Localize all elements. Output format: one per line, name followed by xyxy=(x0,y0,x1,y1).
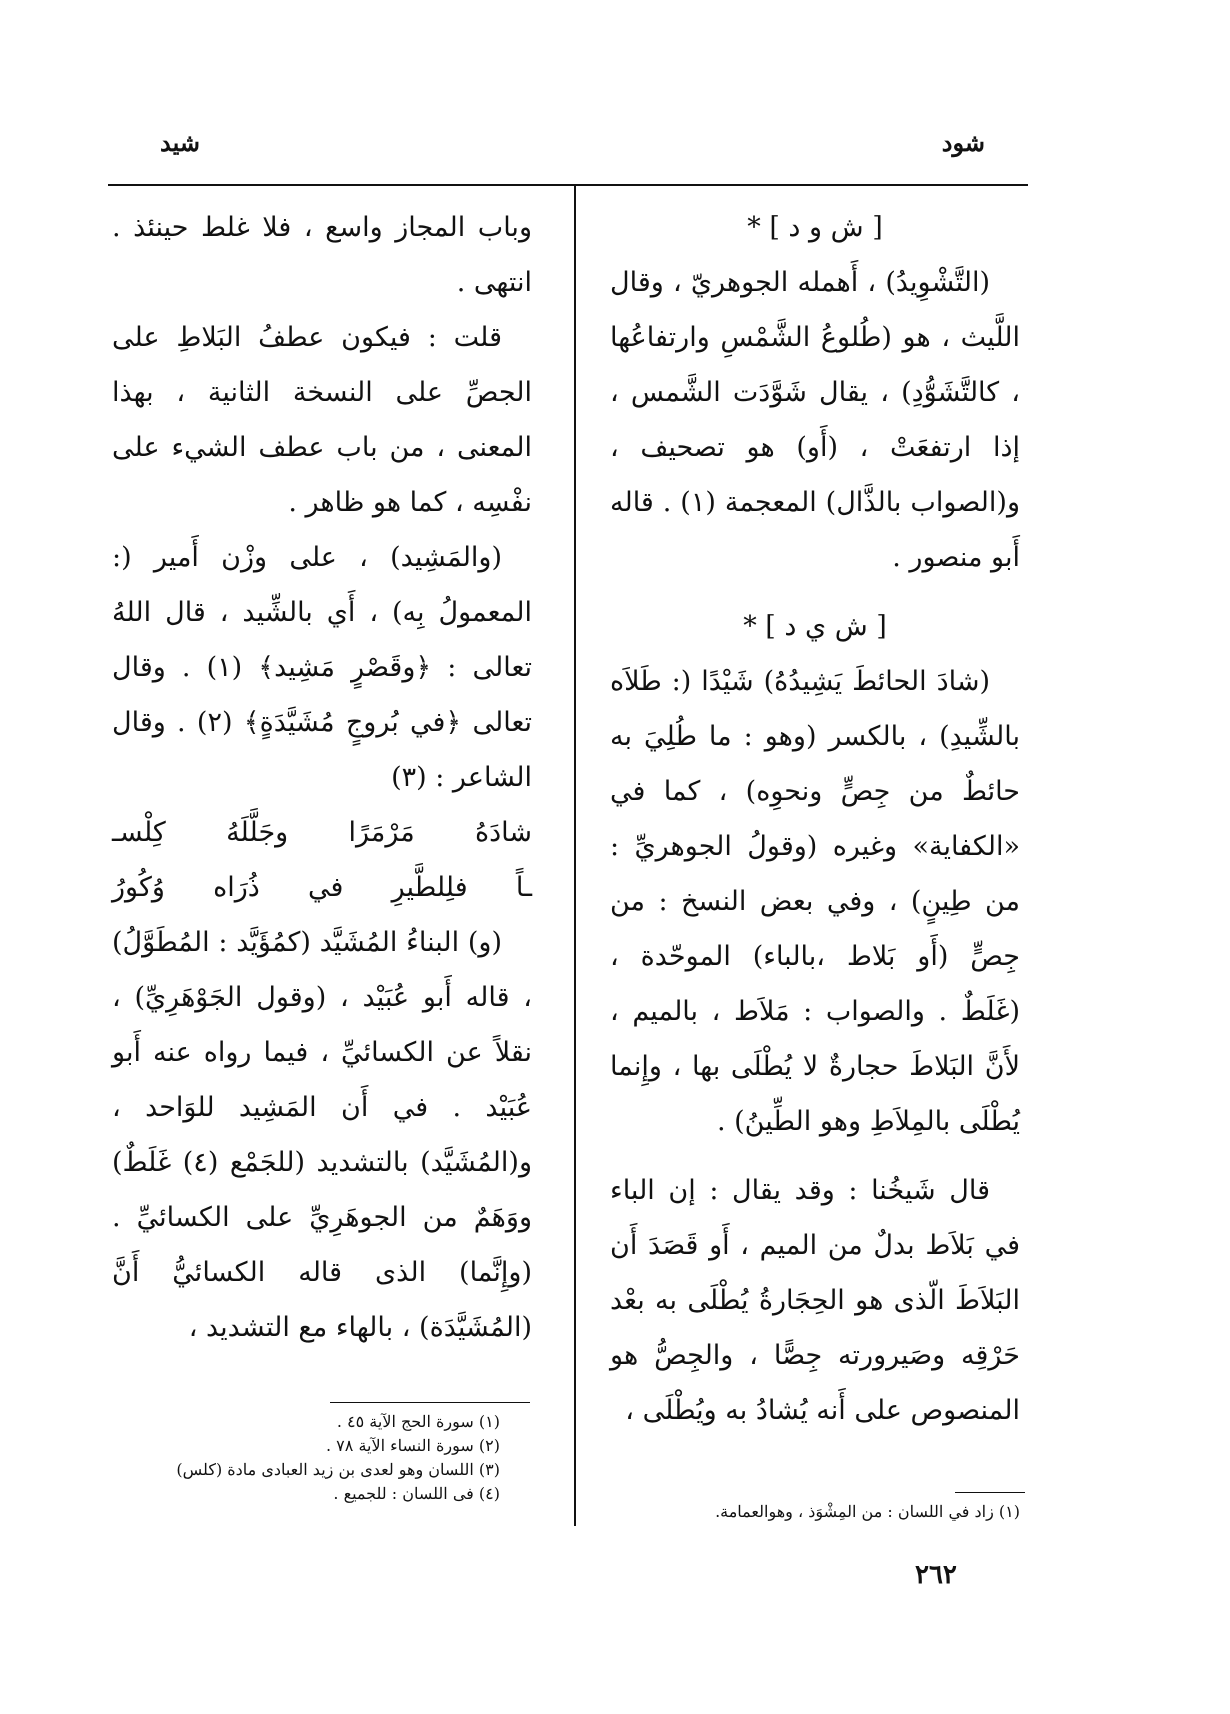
verse-line-2: ـاً فلِلطَّيرِ في ذُرَاه وُكُورُ xyxy=(112,872,532,903)
entry-heading-shyd: [ ش ي د ] * xyxy=(743,611,887,642)
footnote-item: (١) سورة الحج الآية ٤٥ . xyxy=(336,1412,500,1431)
paragraph-note: قلت : فيكون عطفُ البَلاطِ على الجصِّ على النسخة الثانية ، بهذا المعنى ، من باب عطف الشيء على نفْسِه ، كما هو ظاهر . xyxy=(112,322,532,518)
left-column xyxy=(112,200,532,1355)
column-divider xyxy=(574,186,576,1526)
footnote-item: (٤) فى اللسان : للجميع . xyxy=(333,1484,500,1503)
footnotes-left xyxy=(120,1410,500,1506)
running-header-right: شود xyxy=(941,128,985,157)
continuation-text: وباب المجاز واسع ، فلا غلط حينئذ . انتهى . xyxy=(112,212,532,298)
footnotes-right xyxy=(610,1500,1020,1524)
verse-line-1: شادَهُ مَرْمَرًا وجَلَّلَهُ كِلْسـ xyxy=(112,817,532,848)
entry-text-shwd: (التَّشْوِيدُ) ، أَهمله الجوهريّ ، وقال اللَّيث ، هو (طُلوعُ الشَّمْسِ وارتفاعُها ، كالتَّشَوُّدِ) ، يقال شَوَّدَت الشَّمس ، إذا ارتفعَتْ ، (أَو) هو تصحيف ، و(الصواب بالذَّال) المعجمة (١) . قاله أَبو منصور . xyxy=(610,267,1020,573)
footnote-item: (٢) سورة النساء الآية ٧٨ . xyxy=(326,1436,500,1455)
entry-heading-shwd: [ ش و د ] * xyxy=(747,212,883,243)
right-column xyxy=(610,200,1020,1438)
paragraph-mashid: (والمَشِيد) ، على وزْن أَمير (: المعمولُ بِه) ، أَي بالشِّيد ، قال اللهُ تعالى : ﴿وقَصْرٍ مَشِيد﴾ (١) . وقال تعالى ﴿في بُروجٍ مُشَيَّدَةٍ﴾ (٢) . وقال الشاعر : (٣) xyxy=(112,542,532,793)
entry-text-shyd-2: قال شَيخُنا : وقد يقال : إن الباء في بَلاَط بدلٌ من الميم ، أَو قَصَدَ أَن البَلاَطَ الّذى هو الحِجَارةُ يُطْلَى به بعْد حَرْقِه وصَيرورته جِصًّا ، والجِصُّ هو المنصوص على أَنه يُشادُ به ويُطْلَى ، xyxy=(610,1175,1020,1426)
footnote-rule-right xyxy=(955,1492,1025,1493)
footnote-item: (١) زاد في اللسان : من المِشْوَذ ، وهوالعمامة. xyxy=(715,1502,1020,1521)
running-header-left: شيد xyxy=(160,128,200,157)
footnote-item: (٣) اللسان وهو لعدى بن زيد العبادى مادة (كلس) xyxy=(176,1460,500,1479)
page-number: ٢٦٢ xyxy=(915,1560,957,1590)
footnote-rule-left xyxy=(330,1402,530,1403)
entry-text-shyd-1: (شادَ الحائطَ يَشِيدُهُ) شَيْدًا (: طَلاَه بالشِّيدِ) ، بالكسر (وهو : ما طُلِيَ به حائطٌ من جِصٍّ ونحوِه) ، كما في «الكفاية» وغيره (وقولُ الجوهريِّ : من طِينٍ) ، وفي بعض النسخ : من جِصٍّ (أَو بَلاط ،بالباء) الموحّدة ، (غَلَطٌ . والصواب : مَلاَط ، بالميم ، لأَنَّ البَلاطَ حجارةٌ لا يُطْلَى بها ، وإِنما يُطْلَى بالمِلاَطِ وهو الطِّينُ) . xyxy=(610,666,1020,1137)
header-rule xyxy=(108,184,1028,186)
paragraph-mushayyad: (و) البناءُ المُشَيَّد (كمُؤَيَّد : المُطَوَّلُ) ، قاله أَبو عُبَيْد ، (وقول الجَوْهَرِيِّ) ، نقلاً عن الكسائيِّ ، فيما رواه عنه أَبو عُبَيْد . في أَن المَشِيد للوَاحد ، و(المُشَيَّد) بالتشديد (للجَمْع (٤) غَلَطٌ) ووَهَمٌ من الجوهَرِيِّ على الكسائيِّ . (وإِنَّما) الذى قاله الكسائيُّ أَنَّ (المُشَيَّدَة) ، بالهاء مع التشديد ، xyxy=(112,927,532,1343)
